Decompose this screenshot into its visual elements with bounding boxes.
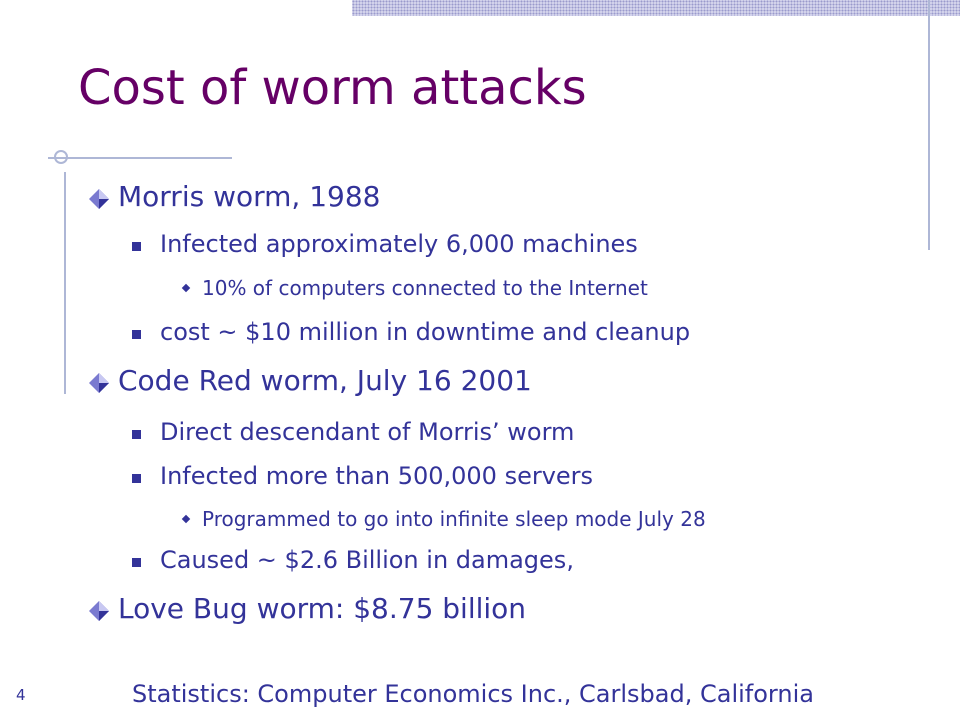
small-diamond-bullet-icon: [182, 284, 190, 292]
decorative-top-band: [352, 0, 960, 16]
bullet-text: Code Red worm, July 16 2001: [118, 364, 532, 397]
decorative-circle: [54, 150, 68, 164]
bullet-text: Direct descendant of Morris’ worm: [160, 418, 575, 446]
square-bullet-icon: [132, 242, 141, 251]
square-bullet-icon: [132, 330, 141, 339]
decorative-horizontal-line: [48, 157, 232, 159]
slide-number: 4: [16, 686, 26, 704]
decorative-vertical-line-left: [64, 172, 66, 394]
bullet-text: Caused ~ $2.6 Billion in damages,: [160, 546, 574, 574]
square-bullet-icon: [132, 474, 141, 483]
bullet-text: Love Bug worm: $8.75 billion: [118, 592, 527, 625]
footer-source-note: Statistics: Computer Economics Inc., Carlsbad, California: [132, 680, 814, 708]
bullet-text: Morris worm, 1988: [118, 180, 381, 213]
bullet-text: Infected more than 500,000 servers: [160, 462, 594, 490]
slide-title: Cost of worm attacks: [78, 60, 587, 116]
small-diamond-bullet-icon: [182, 515, 190, 523]
bullet-text: 10% of computers connected to the Internet: [202, 276, 648, 300]
diamond-bullet-icon: [88, 372, 110, 394]
decorative-vertical-line-right: [928, 0, 930, 250]
diamond-bullet-icon: [88, 188, 110, 210]
square-bullet-icon: [132, 558, 141, 567]
diamond-bullet-icon: [88, 600, 110, 622]
bullet-text: Infected approximately 6,000 machines: [160, 230, 638, 258]
bullet-text: Programmed to go into infinite sleep mode July 28: [202, 507, 706, 531]
square-bullet-icon: [132, 430, 141, 439]
bullet-text: cost ~ $10 million in downtime and cleanup: [160, 318, 691, 346]
